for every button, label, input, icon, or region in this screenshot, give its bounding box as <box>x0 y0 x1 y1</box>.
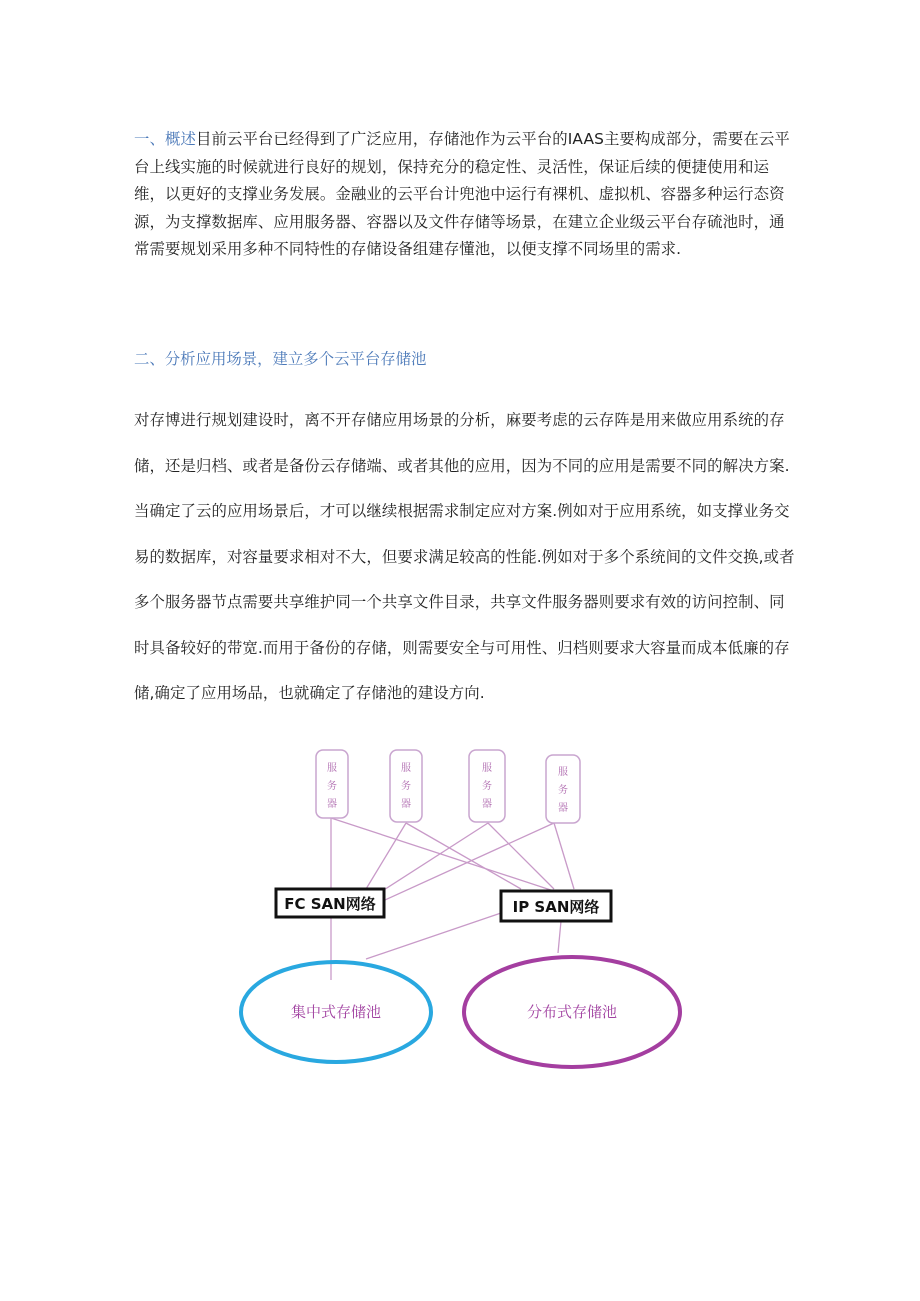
link-server4-ip <box>554 823 574 889</box>
distributed-pool-node <box>464 957 680 1067</box>
overview-heading: 一、概述 <box>134 130 196 148</box>
overview-paragraph <box>134 126 794 264</box>
analysis-heading: 二、分析应用场景，建立多个云平台存储池 <box>134 350 427 368</box>
server-label-char: 器 <box>401 799 411 810</box>
central-pool-node <box>241 962 431 1062</box>
server-label-char: 务 <box>401 781 411 792</box>
diagram-canvas <box>236 745 686 1070</box>
ip-san-node <box>501 891 611 921</box>
server-node <box>390 750 422 822</box>
link-server3-fc <box>376 823 488 895</box>
analysis-line: 多个服务器节点需要共享维护同一个共享文件目录，共享文件服务器则要求有效的访问控制、同 <box>134 593 785 611</box>
server-label-char: 器 <box>482 799 492 810</box>
server-label-char: 服 <box>558 767 568 778</box>
overview-text: 目前云平台已经得到了广泛应用，存储池作为云平台的IAAS主要构成部分，需要在云平台上线实施的时候就进行良好的规划，保持充分的稳定性、灵活性，保证后续的便捷使用和运维，以更好的支撑业务发展。金融业的云平台计兜池中运行有裸机、虚拟机、容器多种运行态资源，为支撑数据库、应用服务器、容器以及文件存储等场景，在建立企业级云平台存硫池时，通常需要规划采用多种不同特性的存储设备组建存懂池，以便支撑不同场里的需求. <box>134 130 790 259</box>
fc-san-label: FC SAN网络 <box>284 895 376 913</box>
analysis-line: 储，还是归档、或者是备份云存储端、或者其他的应用，因为不同的应用是需要不同的解决方案. <box>134 456 790 475</box>
link-server2-ip <box>406 823 521 889</box>
server-node <box>316 750 348 818</box>
link-ip-distributed <box>558 921 561 953</box>
fc-san-node <box>276 889 384 917</box>
server-node <box>546 755 580 823</box>
server-label-char: 器 <box>558 803 568 814</box>
ip-san-label: IP SAN网络 <box>512 898 600 916</box>
distributed-pool-label: 分布式存储池 <box>526 1003 618 1021</box>
analysis-line: 储,确定了应用场品，也就确定了存储池的建设方向. <box>134 684 485 702</box>
link-server3-ip <box>488 823 554 889</box>
storage-pool-diagram <box>236 745 686 1070</box>
server-label-char: 服 <box>401 763 411 774</box>
link-ip-central <box>366 913 501 959</box>
server-label-char: 服 <box>327 763 337 774</box>
analysis-line: 时具备较好的带宽.而用于备份的存储，则需要安全与可用性、归档则要求大容量而成本低廉的存 <box>134 638 790 657</box>
server-label-char: 器 <box>327 799 337 810</box>
analysis-line: 当确定了云的应用场景后，才可以继续根据需求制定应对方案.例如对于应用系统，如支撑业务交 <box>134 502 790 520</box>
analysis-line: 易的数据库，对容量要求相对不大，但要求满足较高的性能.例如对于多个系统间的文件交换,或者 <box>134 547 795 566</box>
server-label-char: 务 <box>482 781 492 792</box>
server-label-char: 务 <box>558 785 568 796</box>
server-node <box>469 750 505 822</box>
server-label-char: 务 <box>327 781 337 792</box>
analysis-line: 对存博进行规划建设时，离不开存储应用场景的分析，麻要考虑的云存阵是用来做应用系统的存 <box>134 411 785 429</box>
link-server1-ip <box>331 818 566 895</box>
central-pool-label: 集中式存储池 <box>290 1003 382 1021</box>
server-label-char: 服 <box>482 763 492 774</box>
